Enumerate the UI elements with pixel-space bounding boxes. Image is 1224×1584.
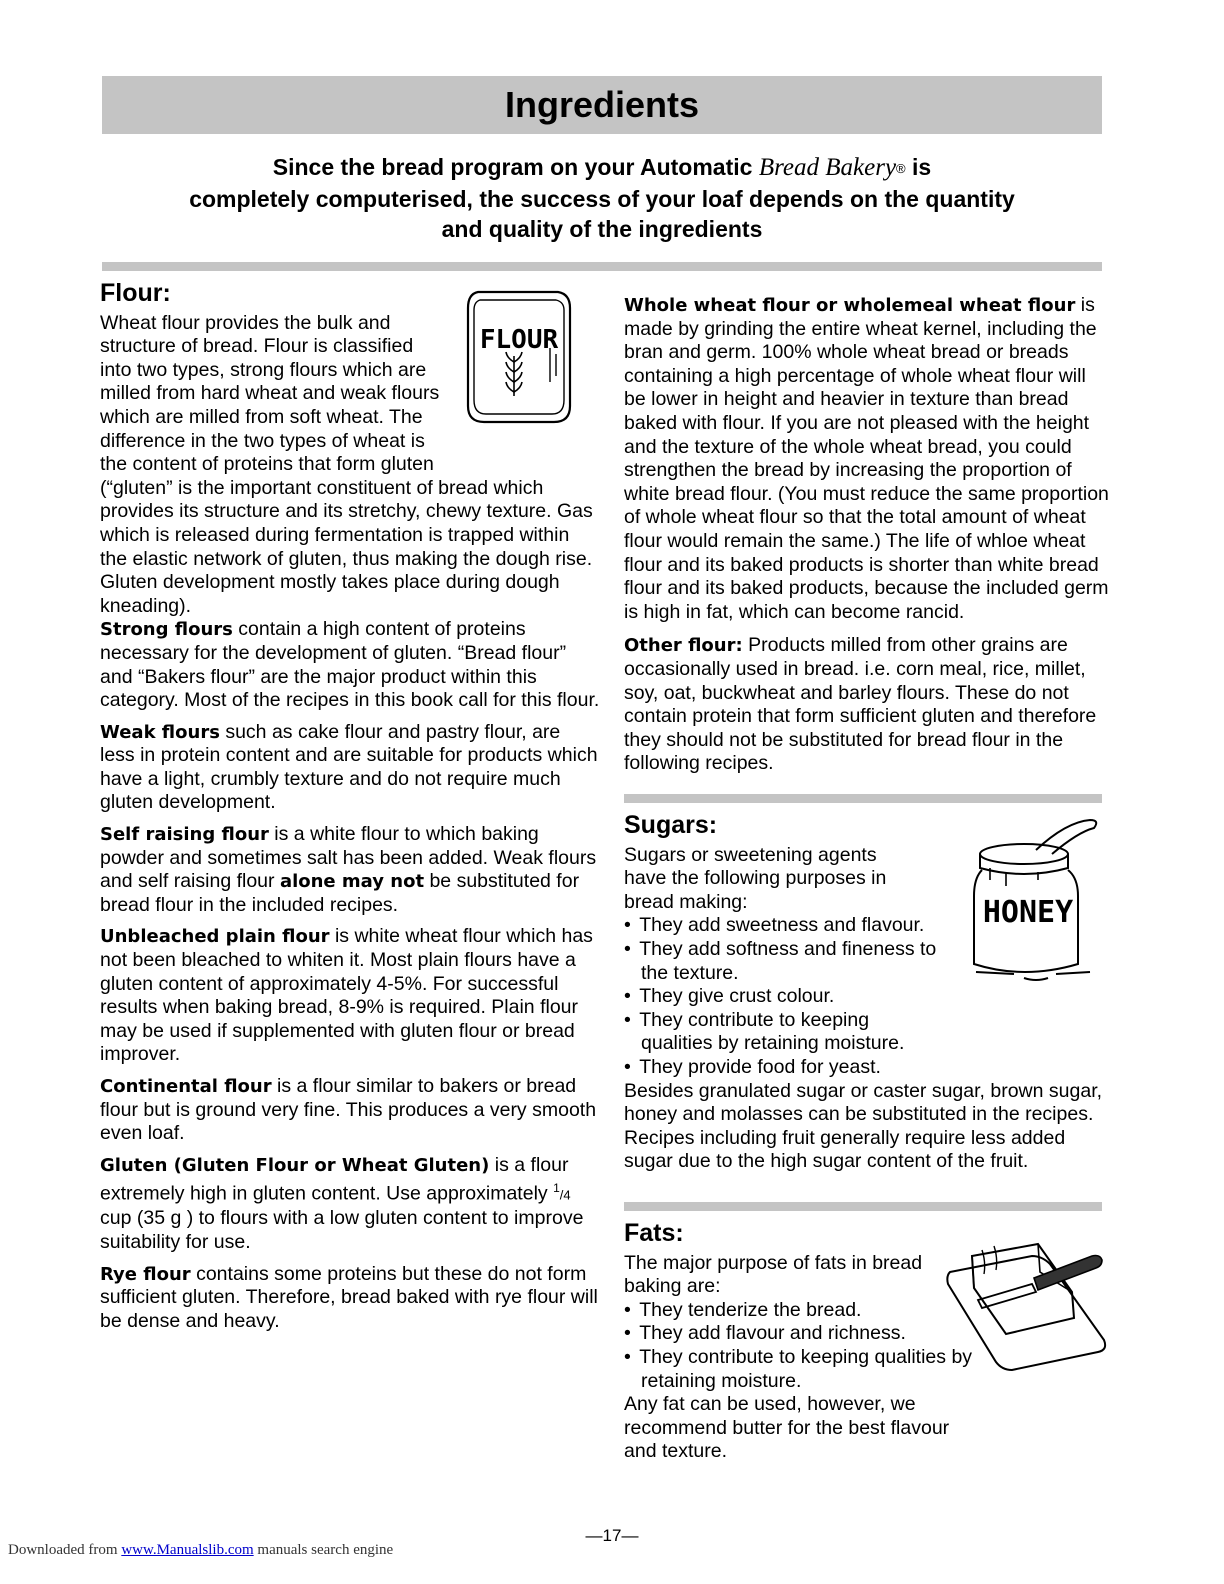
list-item: • They add sweetness and flavour. xyxy=(624,914,964,938)
unbleached-paragraph: Unbleached plain flour is white wheat flour which has not been bleached to whiten it. Most plain flours have a gluten content of approximately 4-5%. For successful results when baking bread, 8-9% is required. Plain flour may be used if supplemented with gluten flour or bread improver. xyxy=(100,925,593,1066)
fats-intro: The major purpose of fats in bread baking are: xyxy=(624,1251,923,1298)
fats-heading: Fats: xyxy=(624,1219,684,1247)
list-item: • They tenderize the bread. xyxy=(624,1299,984,1323)
whole-wheat-paragraph: Whole wheat flour or wholemeal wheat flour is made by grinding the entire wheat kernel, including the bran and germ. 100% whole wheat bread or breads containing a high percentage of whole wheat flour will be lower in height and heavier in texture than bread baked with flour. If you are not pleased with the height and the texture of the whole wheat bread, you could strengthen the bread by increasing the proportion of white bread flour. (You must reduce the same proportion of whole wheat flour so that the total amount of wheat flour would remain the same.) The life of whloe wheat flour and its baked products is shorter than white bread flour and its baked products, because the included germ is high in fat, which can become rancid. xyxy=(624,294,1109,623)
flour-section xyxy=(100,279,600,1341)
other-flour-paragraph: Other flour: Products milled from other grains are occasionally used in bread. i.e. corn meal, rice, millet, soy, oat, buckwheat and barley flours. These do not contain protein that form sufficient gluten and therefore they should not be substituted for bread flour in the following recipes. xyxy=(624,634,1097,775)
download-footer: Downloaded from www.Manualslib.com manuals search engine xyxy=(8,1542,394,1558)
page-number: —17— xyxy=(585,1526,639,1545)
list-item: • They provide food for yeast. xyxy=(624,1056,964,1080)
weak-flours-paragraph: Weak flours such as cake flour and pastry flour, are less in protein content and are suitable for products which have a light, crumbly texture and do not require much gluten development. xyxy=(100,720,598,814)
intro-block xyxy=(110,152,1094,244)
sugars-bullet-list xyxy=(624,914,964,1079)
brand-name: Bread Bakery xyxy=(758,154,897,181)
sugars-outro: Besides granulated sugar or caster sugar, brown sugar, honey and molasses can be substituted in the recipes. Recipes including fruit generally require less added sugar due to the high sugar content of the fruit. xyxy=(624,1079,1103,1173)
list-item: • They add flavour and richness. xyxy=(624,1322,984,1346)
intro-line-2: completely computerised, the success of your loaf depends on the quantity xyxy=(189,186,1015,212)
flour-intro: Wheat flour provides the bulk and structure of bread. Flour is classified into two types, strong flours which are milled from hard wheat and weak flours which are milled from soft wheat. The difference in the two types of wheat is the content of proteins that form gluten (“gluten” is the important constituent of bread which provides its structure and its stretchy, chewy texture. Gas which is released during fermentation is trapped within the elastic network of gluten, thus making the dough rise. Gluten development mostly takes place during dough kneading). xyxy=(100,311,593,617)
sugars-section xyxy=(624,811,1114,1174)
whole-wheat-section xyxy=(624,294,1110,784)
title-bar xyxy=(102,76,1102,134)
self-raising-paragraph: Self raising flour is a white flour to which baking powder and sometimes salt has been added. Weak flours and self raising flour alone may not be substituted for bread flour in the included recipes. xyxy=(100,823,597,916)
continental-paragraph: Continental flour is a flour similar to bakers or bread flour but is ground very fine. This produces a very smooth even loaf. xyxy=(100,1075,597,1145)
honey-jar-label: HONEY xyxy=(982,895,1074,930)
fats-section xyxy=(624,1219,984,1464)
list-item: • They contribute to keeping qualities by retaining moisture. xyxy=(624,1009,921,1056)
list-item: • They contribute to keeping qualities by retaining moisture. xyxy=(624,1346,984,1393)
section-divider xyxy=(102,262,1102,271)
fats-bullet-list xyxy=(624,1299,984,1393)
flour-heading: Flour: xyxy=(100,279,171,307)
sugars-heading: Sugars: xyxy=(624,811,718,839)
sugars-intro: Sugars or sweetening agents have the following purposes in bread making: xyxy=(624,843,887,913)
list-item: • They give crust colour. xyxy=(624,985,964,1009)
gluten-paragraph: Gluten (Gluten Flour or Wheat Gluten) is a flour extremely high in gluten content. Use approximately $^1$/4 cup (35 g ) to flours with a low gluten content to improve suitability for use. xyxy=(100,1153,584,1254)
flour-bag-label: FLOUR xyxy=(479,325,559,355)
strong-flours-paragraph: Strong flours contain a high content of proteins necessary for the development of gluten. “Bread flour” and “Bakers flour” are the major product within this category. Most of the recipes in this book call for this flour. xyxy=(100,618,600,712)
intro-line-1: Since the bread program on your Automatic Bread Bakery® is xyxy=(272,154,932,181)
intro-line-3: and quality of the ingredients xyxy=(441,216,763,242)
fats-outro: Any fat can be used, however, we recommend butter for the best flavour and texture. xyxy=(624,1393,950,1463)
manualslib-link[interactable]: www.Manualslib.com xyxy=(121,1542,254,1558)
list-item: • They add softness and fineness to the texture. xyxy=(624,938,964,985)
rye-flour-paragraph: Rye flour contains some proteins but these do not form sufficient gluten. Therefore, bread baked with rye flour will be dense and heavy. xyxy=(100,1262,598,1332)
page-title: Ingredients xyxy=(504,84,700,125)
fats-divider xyxy=(624,1202,1102,1211)
sugars-divider xyxy=(624,794,1102,803)
